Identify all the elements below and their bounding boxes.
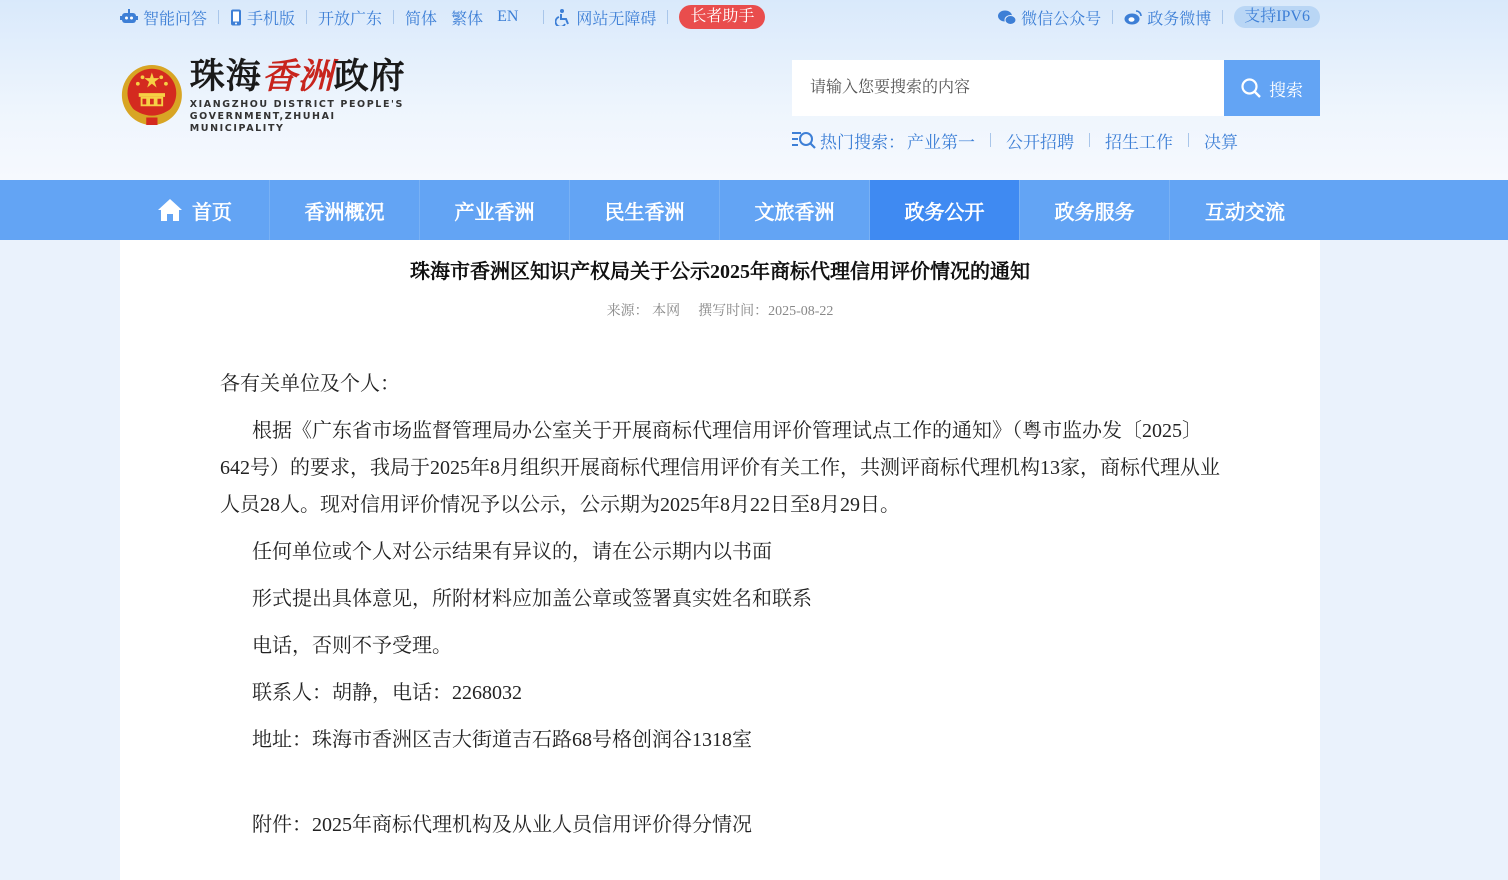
hot-search <box>792 128 1238 152</box>
nav-item-label: 首页 <box>192 199 232 224</box>
article-salutation: 各有关单位及个人： <box>220 373 400 395</box>
search-button[interactable] <box>1224 60 1320 116</box>
elder-assistant-button[interactable]: 长者助手 <box>679 5 765 29</box>
nav-item-livelihood[interactable]: 民生香洲 <box>570 180 720 240</box>
article-paragraph: 形式提出具体意见，所附材料应加盖公章或签署真实姓名和联系 <box>252 588 812 610</box>
article-meta <box>120 302 1320 322</box>
article-address: 地址：珠海市香洲区吉大街道吉石路68号格创润谷1318室 <box>252 729 752 751</box>
mobile-version-label: 手机版 <box>247 10 296 28</box>
article-source: 来源： 本网 <box>606 304 681 319</box>
article-container <box>120 240 1320 880</box>
divider <box>218 10 219 24</box>
article-title: 珠海市香洲区知识产权局关于公示2025年商标代理信用评价情况的通知 <box>410 261 1030 283</box>
site-logo[interactable] <box>120 56 420 134</box>
divider <box>1089 133 1090 147</box>
hot-link-industry[interactable]: 产业第一 <box>907 132 975 152</box>
hot-link-recruitment[interactable]: 公开招聘 <box>1006 132 1074 152</box>
nav-item-home[interactable] <box>120 180 270 240</box>
nav-item-overview[interactable]: 香洲概况 <box>270 180 420 240</box>
article-body <box>220 366 1220 844</box>
divider <box>1112 10 1113 24</box>
wechat-icon <box>998 10 1016 25</box>
phone-icon <box>230 9 242 26</box>
top-bar-right <box>998 6 1320 29</box>
divider <box>1188 133 1189 147</box>
wechat-link[interactable] <box>998 6 1101 29</box>
weibo-link[interactable] <box>1124 6 1211 29</box>
search-bar <box>792 60 1320 116</box>
mobile-version-link[interactable] <box>230 6 295 29</box>
article-time: 撰写时间：2025-08-22 <box>698 304 834 319</box>
nav-item-government-affairs[interactable]: 政务公开 <box>870 180 1020 240</box>
logo-english-line-2: GOVERNMENT,ZHUHAI MUNICIPALITY <box>189 111 336 134</box>
divider <box>393 10 394 24</box>
home-icon <box>157 198 183 222</box>
divider <box>543 10 544 24</box>
logo-english-line-1: XIANGZHOU DISTRICT PEOPLE'S <box>189 99 404 110</box>
hot-search-label-wrap <box>792 128 905 153</box>
weibo-icon <box>1124 10 1142 25</box>
lang-traditional-link[interactable]: 繁体 <box>451 10 484 28</box>
nav-item-industry[interactable]: 产业香洲 <box>420 180 570 240</box>
accessibility-icon <box>555 9 571 26</box>
logo-text <box>190 55 420 135</box>
divider <box>1222 10 1223 24</box>
article-paragraph: 电话，否则不予受理。 <box>252 635 452 657</box>
divider <box>306 10 307 24</box>
main-nav-items <box>120 180 1320 240</box>
logo-chinese-title: 珠海香洲政府 <box>189 56 406 97</box>
divider <box>667 10 668 24</box>
article-paragraph: 任何单位或个人对公示结果有异议的，请在公示期内以书面 <box>252 541 772 563</box>
lang-simplified-link[interactable]: 简体 <box>405 10 438 28</box>
national-emblem-icon <box>120 59 184 131</box>
search-button-label: 搜索 <box>1269 80 1303 100</box>
robot-icon <box>120 9 138 25</box>
divider <box>990 133 991 147</box>
article-contact: 联系人：胡静，电话：2268032 <box>252 682 522 704</box>
nav-item-culture-tourism[interactable]: 文旅香洲 <box>720 180 870 240</box>
search-input[interactable] <box>792 60 1224 116</box>
top-bar-left <box>120 5 765 29</box>
hot-link-enrollment[interactable]: 招生工作 <box>1105 132 1173 152</box>
wechat-label: 微信公众号 <box>1021 10 1102 28</box>
smart-qa-label: 智能问答 <box>143 10 208 28</box>
main-nav <box>0 180 1508 240</box>
weibo-label: 政务微博 <box>1147 10 1212 28</box>
hot-link-final-accounts[interactable]: 决算 <box>1204 132 1238 152</box>
accessibility-label: 网站无障碍 <box>576 10 657 28</box>
open-guangdong-link[interactable] <box>318 6 382 29</box>
hot-search-icon <box>792 130 816 150</box>
top-utility-bar <box>120 4 1320 30</box>
open-guangdong-label: 开放广东 <box>318 10 383 28</box>
article-paragraph: 根据《广东省市场监督管理局办公室关于开展商标代理信用评价管理试点工作的通知》（粤市监办发〔2025〕642号）的要求，我局于2025年8月组织开展商标代理信用评价有关工作，共测评商标代理机构13家，商标代理从业人员28人。现对信用评价情况予以公示，公示期为2025年8月22日至8月29日。 <box>220 420 1220 516</box>
nav-item-interaction[interactable]: 互动交流 <box>1205 199 1285 224</box>
accessibility-link[interactable] <box>555 6 656 29</box>
hot-search-label: 热门搜索： <box>820 132 905 152</box>
search-icon <box>1241 78 1261 98</box>
smart-qa-link[interactable] <box>120 6 207 29</box>
nav-item-government-services[interactable]: 政务服务 <box>1020 180 1170 240</box>
ipv6-badge: 支持IPV6 <box>1234 6 1320 28</box>
article-attachment-link[interactable]: 附件：2025年商标代理机构及从业人员信用评价得分情况 <box>252 814 752 836</box>
lang-english-link[interactable]: EN <box>497 8 519 25</box>
